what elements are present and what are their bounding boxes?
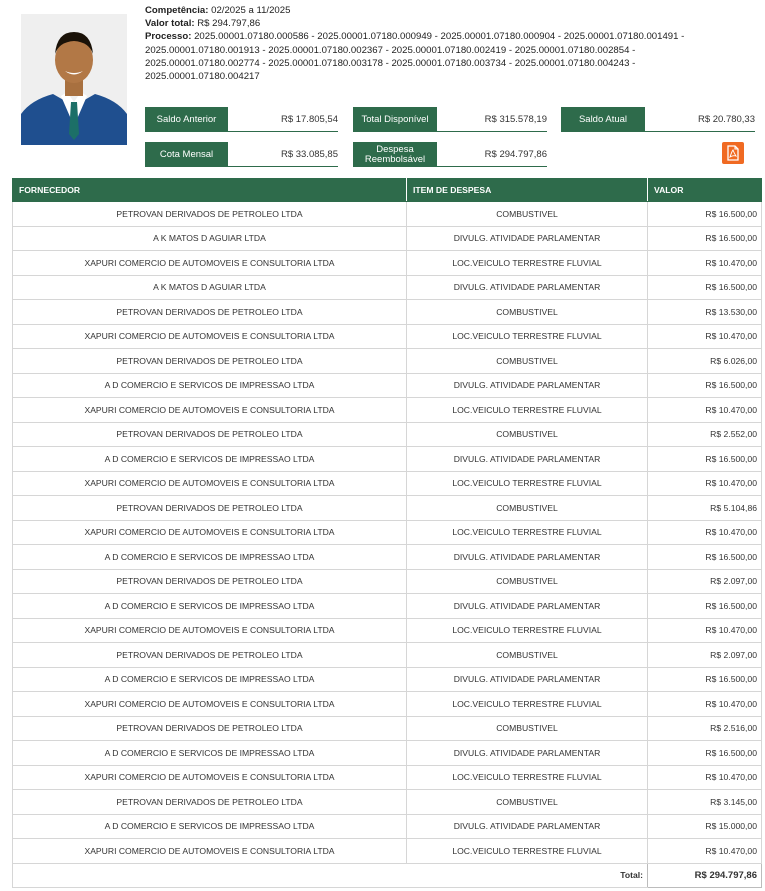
table-row bbox=[13, 716, 762, 741]
valor-cell: R$ 15.000,00 bbox=[648, 814, 762, 839]
table-row bbox=[13, 594, 762, 619]
deputy-photo-image bbox=[21, 14, 127, 145]
fornecedor-cell: XAPURI COMERCIO DE AUTOMOVEIS E CONSULTORIA LTDA bbox=[13, 398, 407, 423]
fornecedor-cell: A K MATOS D AGUIAR LTDA bbox=[13, 275, 407, 300]
table-row bbox=[13, 300, 762, 325]
table-header-row bbox=[13, 179, 762, 202]
valor-cell: R$ 16.500,00 bbox=[648, 202, 762, 227]
item-despesa-cell: LOC.VEICULO TERRESTRE FLUVIAL bbox=[407, 324, 648, 349]
deputy-photo bbox=[21, 14, 127, 145]
fornecedor-cell: PETROVAN DERIVADOS DE PETROLEO LTDA bbox=[13, 643, 407, 668]
item-despesa-cell: LOC.VEICULO TERRESTRE FLUVIAL bbox=[407, 398, 648, 423]
valor-cell: R$ 10.470,00 bbox=[648, 251, 762, 276]
valor-total-line bbox=[145, 17, 745, 30]
fornecedor-cell: XAPURI COMERCIO DE AUTOMOVEIS E CONSULTORIA LTDA bbox=[13, 618, 407, 643]
valor-cell: R$ 16.500,00 bbox=[648, 741, 762, 766]
valor-cell: R$ 16.500,00 bbox=[648, 226, 762, 251]
valor-cell: R$ 10.470,00 bbox=[648, 618, 762, 643]
process-info bbox=[145, 4, 745, 83]
table-row bbox=[13, 226, 762, 251]
table-row bbox=[13, 251, 762, 276]
valor-cell: R$ 13.530,00 bbox=[648, 300, 762, 325]
item-despesa-cell: DIVULG. ATIVIDADE PARLAMENTAR bbox=[407, 814, 648, 839]
competencia-value: 02/2025 a 11/2025 bbox=[211, 5, 291, 16]
processo-value: 2025.00001.07180.000586 - 2025.00001.07180.000949 - 2025.00001.07180.000904 - 2025.00001.07180.001491 - 2025.00001.07180.001913 - 2025.00001.07180.002367 - 2025.00001.07180.002419 - 2025.00001.07180.002854 - 2025.00001.07180.002774 - 2025.00001.07180.003178 - 2025.00001.07180.003734 - 2025.00001.07180.004243 - 2025.00001.07180.004217 bbox=[145, 31, 685, 83]
valor-cell: R$ 2.097,00 bbox=[648, 643, 762, 668]
fornecedor-cell: A K MATOS D AGUIAR LTDA bbox=[13, 226, 407, 251]
item-despesa-cell: LOC.VEICULO TERRESTRE FLUVIAL bbox=[407, 520, 648, 545]
item-despesa-cell: COMBUSTIVEL bbox=[407, 300, 648, 325]
item-despesa-cell: LOC.VEICULO TERRESTRE FLUVIAL bbox=[407, 765, 648, 790]
cota-mensal-card bbox=[145, 142, 338, 167]
valor-cell: R$ 16.500,00 bbox=[648, 447, 762, 472]
column-header-valor[interactable]: VALOR bbox=[648, 179, 762, 202]
item-despesa-cell: DIVULG. ATIVIDADE PARLAMENTAR bbox=[407, 226, 648, 251]
item-despesa-cell: DIVULG. ATIVIDADE PARLAMENTAR bbox=[407, 373, 648, 398]
fornecedor-cell: A D COMERCIO E SERVICOS DE IMPRESSAO LTDA bbox=[13, 814, 407, 839]
valor-cell: R$ 2.516,00 bbox=[648, 716, 762, 741]
valor-total-label: Valor total: bbox=[145, 18, 195, 30]
table-row bbox=[13, 275, 762, 300]
despesa-label-line-1: Despesa bbox=[376, 143, 414, 155]
saldo-anterior-label: Saldo Anterior bbox=[145, 107, 228, 132]
saldo-atual-card bbox=[561, 107, 755, 132]
column-header-item[interactable]: ITEM DE DESPESA bbox=[407, 179, 648, 202]
table-row bbox=[13, 741, 762, 766]
fornecedor-cell: PETROVAN DERIVADOS DE PETROLEO LTDA bbox=[13, 422, 407, 447]
item-despesa-cell: DIVULG. ATIVIDADE PARLAMENTAR bbox=[407, 594, 648, 619]
valor-cell: R$ 16.500,00 bbox=[648, 667, 762, 692]
item-despesa-cell: LOC.VEICULO TERRESTRE FLUVIAL bbox=[407, 618, 648, 643]
pdf-icon bbox=[726, 145, 740, 161]
fornecedor-cell: A D COMERCIO E SERVICOS DE IMPRESSAO LTDA bbox=[13, 667, 407, 692]
total-disponivel-card bbox=[353, 107, 547, 132]
competencia-line bbox=[145, 4, 745, 17]
fornecedor-cell: XAPURI COMERCIO DE AUTOMOVEIS E CONSULTORIA LTDA bbox=[13, 520, 407, 545]
table-row bbox=[13, 618, 762, 643]
total-row bbox=[13, 863, 762, 888]
saldo-atual-label: Saldo Atual bbox=[561, 107, 645, 132]
expense-table bbox=[12, 178, 762, 888]
despesa-value: R$ 294.797,86 bbox=[437, 142, 547, 167]
saldo-atual-value: R$ 20.780,33 bbox=[645, 107, 755, 132]
table-row bbox=[13, 422, 762, 447]
pdf-download-button[interactable] bbox=[722, 142, 744, 164]
item-despesa-cell: LOC.VEICULO TERRESTRE FLUVIAL bbox=[407, 251, 648, 276]
fornecedor-cell: XAPURI COMERCIO DE AUTOMOVEIS E CONSULTORIA LTDA bbox=[13, 471, 407, 496]
valor-cell: R$ 3.145,00 bbox=[648, 790, 762, 815]
fornecedor-cell: A D COMERCIO E SERVICOS DE IMPRESSAO LTDA bbox=[13, 594, 407, 619]
valor-cell: R$ 2.097,00 bbox=[648, 569, 762, 594]
item-despesa-cell: DIVULG. ATIVIDADE PARLAMENTAR bbox=[407, 741, 648, 766]
item-despesa-cell: COMBUSTIVEL bbox=[407, 790, 648, 815]
fornecedor-cell: PETROVAN DERIVADOS DE PETROLEO LTDA bbox=[13, 790, 407, 815]
table-row bbox=[13, 398, 762, 423]
item-despesa-cell: COMBUSTIVEL bbox=[407, 422, 648, 447]
valor-cell: R$ 6.026,00 bbox=[648, 349, 762, 374]
valor-cell: R$ 10.470,00 bbox=[648, 839, 762, 864]
item-despesa-cell: COMBUSTIVEL bbox=[407, 569, 648, 594]
table-row bbox=[13, 692, 762, 717]
valor-cell: R$ 16.500,00 bbox=[648, 545, 762, 570]
total-value: R$ 294.797,86 bbox=[648, 863, 762, 888]
total-disponivel-label: Total Disponível bbox=[353, 107, 437, 132]
fornecedor-cell: XAPURI COMERCIO DE AUTOMOVEIS E CONSULTORIA LTDA bbox=[13, 839, 407, 864]
item-despesa-cell: COMBUSTIVEL bbox=[407, 349, 648, 374]
saldo-anterior-value: R$ 17.805,54 bbox=[228, 107, 338, 132]
table-row bbox=[13, 814, 762, 839]
valor-cell: R$ 16.500,00 bbox=[648, 373, 762, 398]
fornecedor-cell: PETROVAN DERIVADOS DE PETROLEO LTDA bbox=[13, 300, 407, 325]
item-despesa-cell: COMBUSTIVEL bbox=[407, 643, 648, 668]
processo-label: Processo: bbox=[145, 31, 192, 43]
valor-cell: R$ 16.500,00 bbox=[648, 594, 762, 619]
fornecedor-cell: XAPURI COMERCIO DE AUTOMOVEIS E CONSULTORIA LTDA bbox=[13, 765, 407, 790]
table-row bbox=[13, 202, 762, 227]
item-despesa-cell: COMBUSTIVEL bbox=[407, 716, 648, 741]
total-disponivel-value: R$ 315.578,19 bbox=[437, 107, 547, 132]
despesa-label-line-2: Reembolsável bbox=[364, 153, 426, 165]
fornecedor-cell: A D COMERCIO E SERVICOS DE IMPRESSAO LTDA bbox=[13, 373, 407, 398]
table-row bbox=[13, 790, 762, 815]
total-label: Total: bbox=[13, 863, 648, 888]
table-row bbox=[13, 839, 762, 864]
valor-cell: R$ 10.470,00 bbox=[648, 324, 762, 349]
table-row bbox=[13, 324, 762, 349]
valor-cell: R$ 10.470,00 bbox=[648, 471, 762, 496]
item-despesa-cell: DIVULG. ATIVIDADE PARLAMENTAR bbox=[407, 447, 648, 472]
fornecedor-cell: PETROVAN DERIVADOS DE PETROLEO LTDA bbox=[13, 716, 407, 741]
competencia-label: Competência: bbox=[145, 5, 209, 16]
item-despesa-cell: LOC.VEICULO TERRESTRE FLUVIAL bbox=[407, 692, 648, 717]
item-despesa-cell: LOC.VEICULO TERRESTRE FLUVIAL bbox=[407, 839, 648, 864]
valor-cell: R$ 5.104,86 bbox=[648, 496, 762, 521]
fornecedor-cell: XAPURI COMERCIO DE AUTOMOVEIS E CONSULTORIA LTDA bbox=[13, 692, 407, 717]
fornecedor-cell: PETROVAN DERIVADOS DE PETROLEO LTDA bbox=[13, 496, 407, 521]
cota-mensal-label: Cota Mensal bbox=[145, 142, 228, 167]
item-despesa-cell: LOC.VEICULO TERRESTRE FLUVIAL bbox=[407, 471, 648, 496]
processo-line bbox=[145, 30, 745, 83]
fornecedor-cell: PETROVAN DERIVADOS DE PETROLEO LTDA bbox=[13, 349, 407, 374]
valor-cell: R$ 10.470,00 bbox=[648, 692, 762, 717]
table-row bbox=[13, 373, 762, 398]
table-row bbox=[13, 520, 762, 545]
item-despesa-cell: DIVULG. ATIVIDADE PARLAMENTAR bbox=[407, 545, 648, 570]
cota-mensal-value: R$ 33.085,85 bbox=[228, 142, 338, 167]
table-row bbox=[13, 643, 762, 668]
valor-cell: R$ 2.552,00 bbox=[648, 422, 762, 447]
saldo-anterior-card bbox=[145, 107, 338, 132]
valor-cell: R$ 10.470,00 bbox=[648, 765, 762, 790]
valor-total-value: R$ 294.797,86 bbox=[197, 18, 261, 30]
fornecedor-cell: A D COMERCIO E SERVICOS DE IMPRESSAO LTDA bbox=[13, 545, 407, 570]
table-row bbox=[13, 569, 762, 594]
fornecedor-cell: XAPURI COMERCIO DE AUTOMOVEIS E CONSULTORIA LTDA bbox=[13, 251, 407, 276]
table-row bbox=[13, 447, 762, 472]
table-row bbox=[13, 667, 762, 692]
fornecedor-cell: PETROVAN DERIVADOS DE PETROLEO LTDA bbox=[13, 202, 407, 227]
fornecedor-cell: PETROVAN DERIVADOS DE PETROLEO LTDA bbox=[13, 569, 407, 594]
item-despesa-cell: COMBUSTIVEL bbox=[407, 202, 648, 227]
despesa-card bbox=[353, 142, 547, 167]
valor-cell: R$ 16.500,00 bbox=[648, 275, 762, 300]
fornecedor-cell: A D COMERCIO E SERVICOS DE IMPRESSAO LTDA bbox=[13, 741, 407, 766]
item-despesa-cell: DIVULG. ATIVIDADE PARLAMENTAR bbox=[407, 275, 648, 300]
table-row bbox=[13, 349, 762, 374]
valor-cell: R$ 10.470,00 bbox=[648, 398, 762, 423]
table-row bbox=[13, 545, 762, 570]
item-despesa-cell: DIVULG. ATIVIDADE PARLAMENTAR bbox=[407, 667, 648, 692]
item-despesa-cell: COMBUSTIVEL bbox=[407, 496, 648, 521]
table-row bbox=[13, 471, 762, 496]
fornecedor-cell: XAPURI COMERCIO DE AUTOMOVEIS E CONSULTORIA LTDA bbox=[13, 324, 407, 349]
column-header-fornecedor[interactable]: FORNECEDOR bbox=[13, 179, 407, 202]
fornecedor-cell: A D COMERCIO E SERVICOS DE IMPRESSAO LTDA bbox=[13, 447, 407, 472]
table-body bbox=[13, 202, 762, 888]
table-row bbox=[13, 765, 762, 790]
despesa-label bbox=[353, 142, 437, 167]
valor-cell: R$ 10.470,00 bbox=[648, 520, 762, 545]
table-row bbox=[13, 496, 762, 521]
